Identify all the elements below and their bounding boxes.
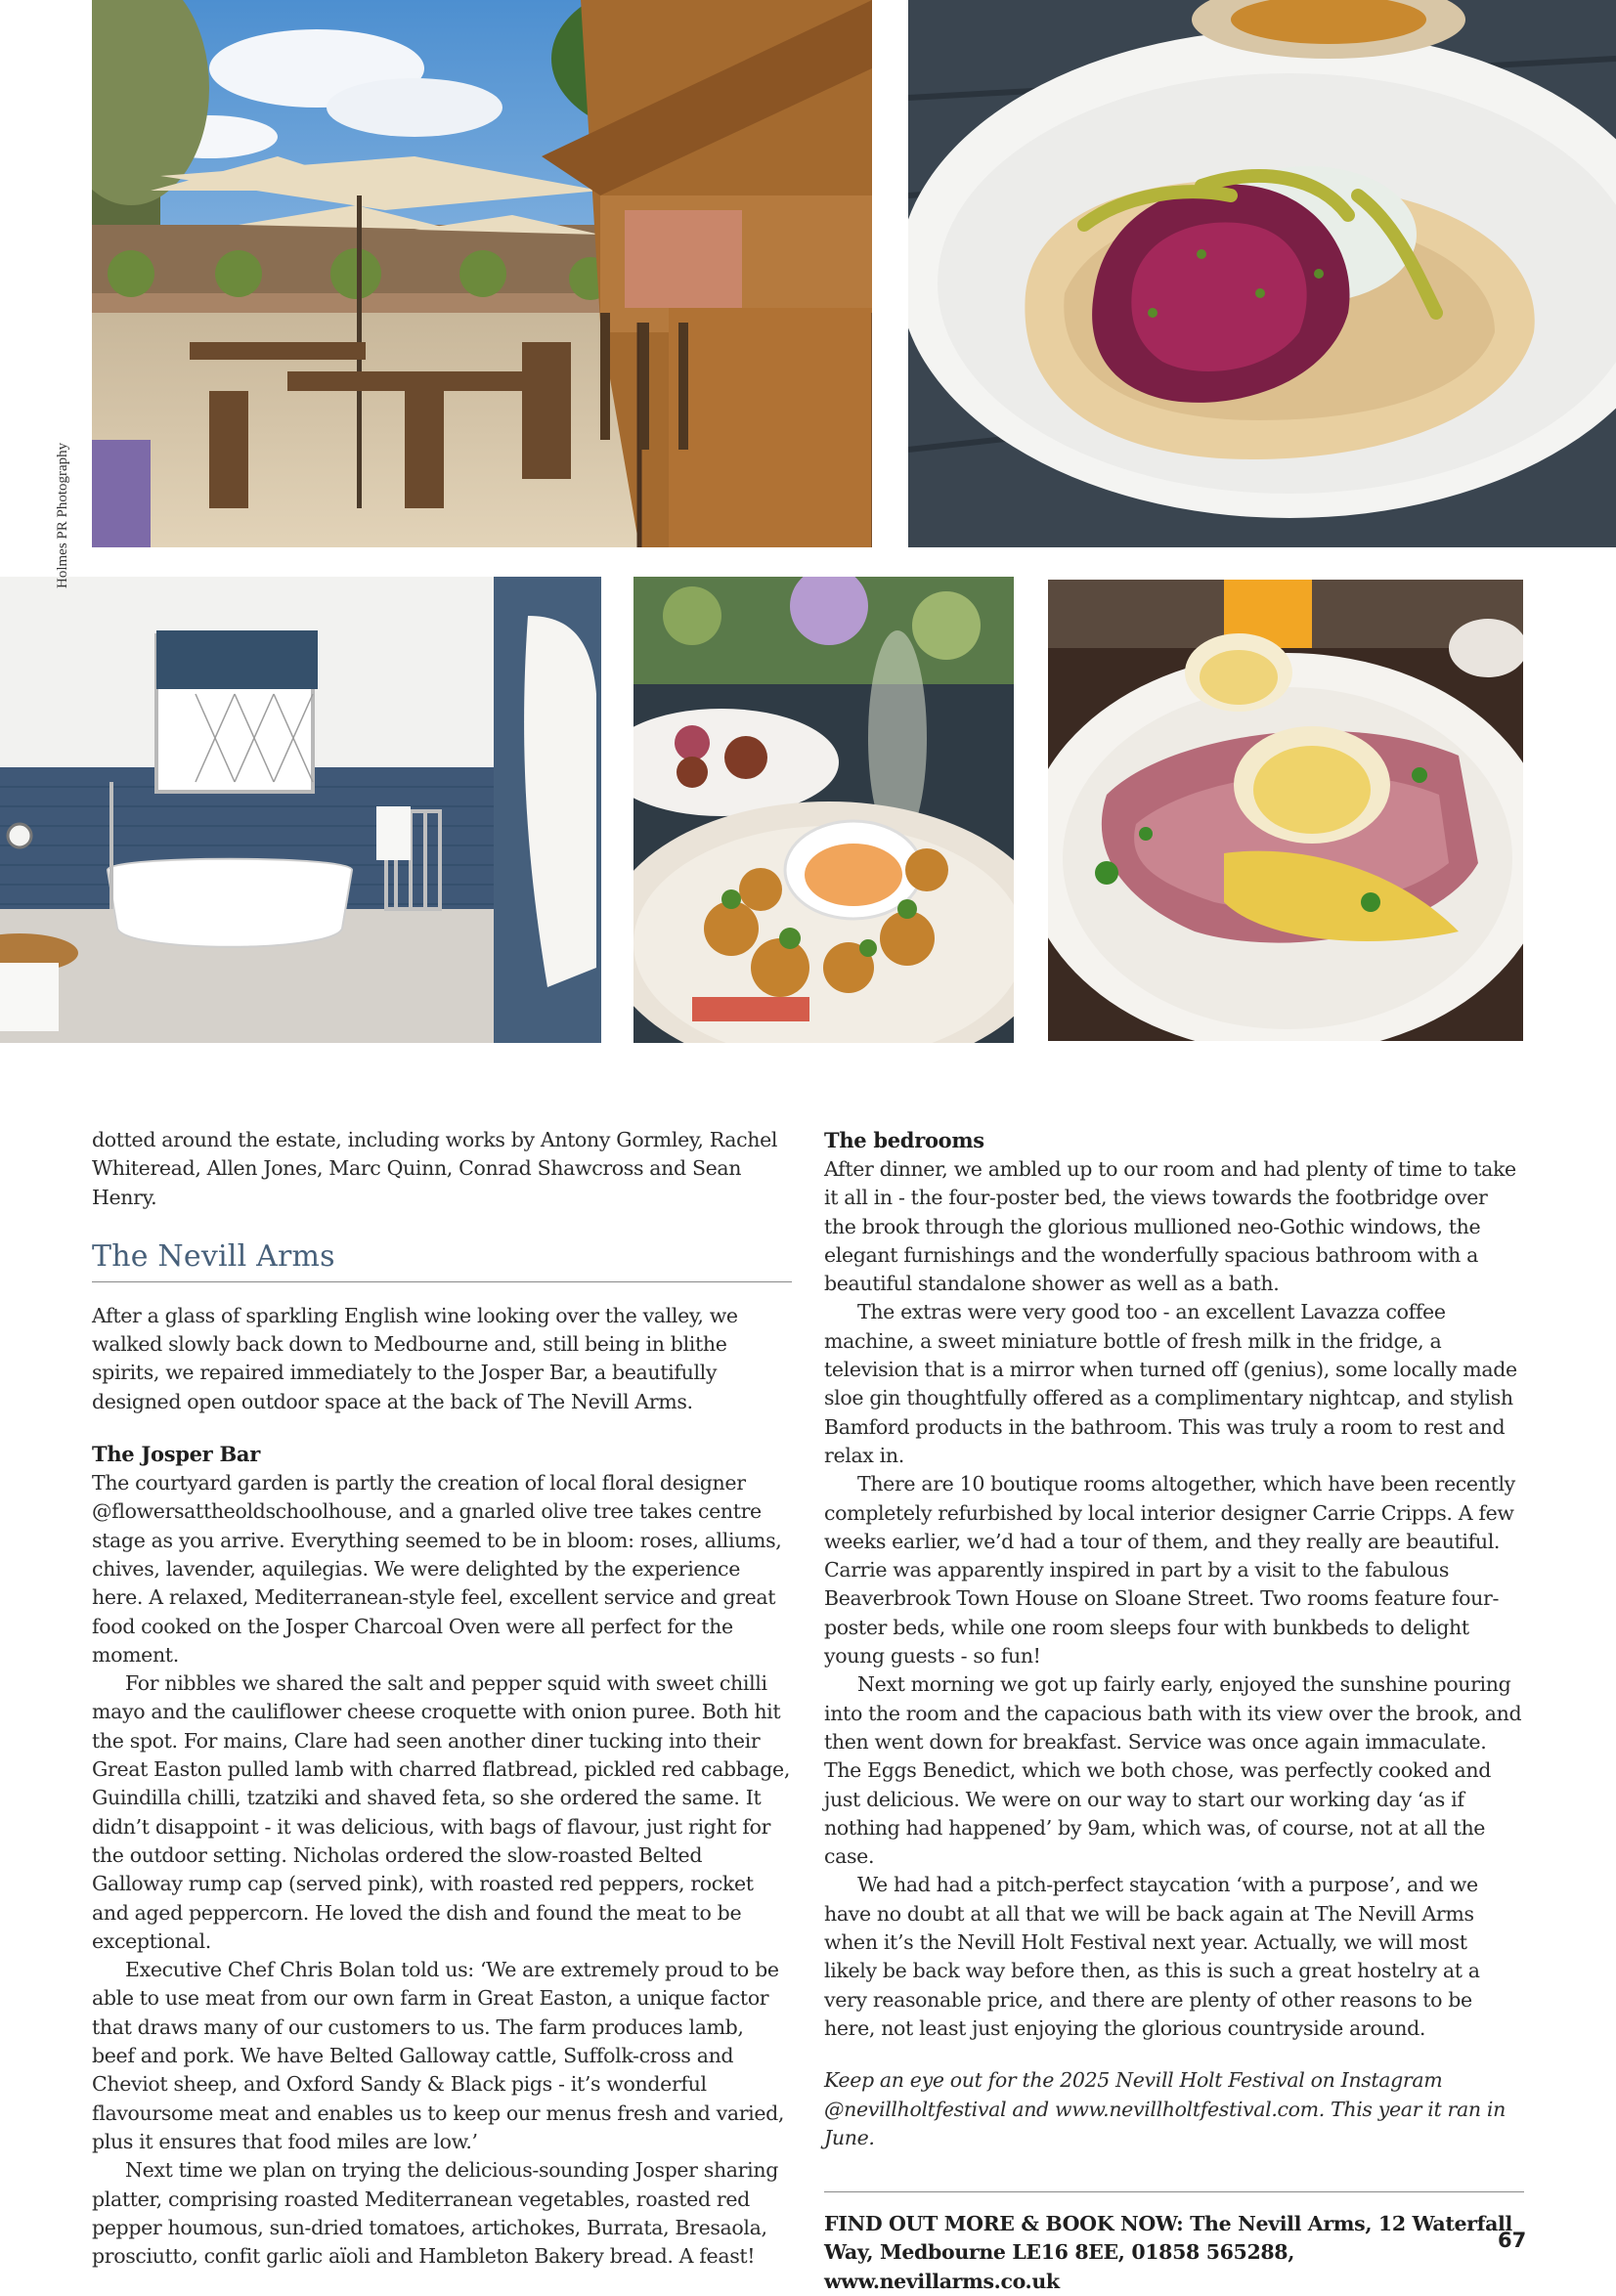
body-paragraph: Executive Chef Chris Bolan told us: ‘We are extremely proud to be able to use meat from our own farm in Great Easton, a unique factor that draws many of our customers to us. The farm produces lamb, beef and pork. We have Belted Galloway cattle, Suffolk-cross and Cheviot sheep, and Oxford Sandy & Black pigs - it’s wonderful flavoursome meat and enables us to keep our menus fresh and varied, plus it ensures that food miles are low.’ xyxy=(92,1958,785,2153)
nibbles-photo xyxy=(633,577,1014,1043)
bedrooms-subheading: The bedrooms xyxy=(824,1128,984,1152)
body-paragraph: The extras were very good too - an excellent Lavazza coffee machine, a sweet miniature bottle of fresh milk in the fridge, a television that is a mirror when turned off (genius), some locally made sloe gin thoughtfully offered as a complimentary nightcap, and stylish Bamford products in the bathroom. This was truly a room to rest and relax in. xyxy=(824,1300,1517,1467)
josper-bar-subheading: The Josper Bar xyxy=(92,1442,260,1467)
body-paragraph: Next time we plan on trying the delicious-sounding Josper sharing platter, comprising roasted Mediterranean vegetables, roasted red pepper houmous, sun-dried tomatoes, artichokes, Burrata, Bresaola, prosciutto, confit garlic aïoli and Hambleton Bakery bread. A feast! xyxy=(92,2158,778,2269)
festival-note: Keep an eye out for the 2025 Nevill Holt Festival on Instagram @nevillholtfestival and www.nevillholtfestival.com. This year it ran in June. xyxy=(824,2068,1506,2149)
intro-paragraph: dotted around the estate, including works by Antony Gormley, Rachel Whiteread, Allen Jones, Marc Quinn, Conrad Shawcross and Sean Henry. xyxy=(92,1128,778,1209)
right-column xyxy=(824,1126,1527,2296)
body-paragraph: For nibbles we shared the salt and pepper squid with sweet chilli mayo and the cauliflower cheese croquette with onion puree. Both hit the spot. For mains, Clare had seen another diner tucking into their Great Easton pulled lamb with charred flatbread, pickled red cabbage, Guindilla chilli, tzatziki and shaved feta, so she ordered the same. It didn’t disappoint - it was delicious, with bags of flavour, just right for the outdoor setting. Nicholas ordered the slow-roasted Belted Galloway rump cap (served pink), with roasted red peppers, rocket and aged peppercorn. He loved the dish and found the meat to be exceptional. xyxy=(92,1671,791,1953)
pulled-lamb-flatbread-photo xyxy=(908,0,1616,547)
left-column xyxy=(92,1126,792,2271)
page-number: 67 xyxy=(1498,2229,1527,2252)
courtyard-terrace-photo xyxy=(92,0,872,547)
eggs-benedict-photo xyxy=(1048,580,1523,1041)
body-paragraph: We had had a pitch-perfect staycation ‘with a purpose’, and we have no doubt at all that we will be back again at The Nevill Arms when it’s the Nevill Holt Festival next year. Actually, we will most likely be back way before then, as this is such a great hostelry at a very reasonable price, and there are plenty of other reasons to be here, not least just enjoying the glorious countryside around. xyxy=(824,1873,1480,2040)
section-intro-paragraph: After a glass of sparkling English wine looking over the valley, we walked slowly back down to Medbourne and, still being in blithe spirits, we repaired immediately to the Josper Bar, a beautifully designed open outdoor space at the back of The Nevill Arms. xyxy=(92,1303,738,1413)
body-paragraph: After dinner, we ambled up to our room and had plenty of time to take it all in - the four-poster bed, the views towards the footbridge over the brook through the glorious mullioned neo-Gothic windows, the elegant furnishings and the wonderfully spacious bathroom with a beautiful standalone shower as well as a bath. xyxy=(824,1157,1516,1296)
find-out-more: FIND OUT MORE & BOOK NOW: The Nevill Arms, 12 Waterfall Way, Medbourne LE16 8EE, 01858 565288, www.nevillarms.co.uk xyxy=(824,2212,1512,2293)
bathroom-photo xyxy=(0,577,601,1043)
section-title: The Nevill Arms xyxy=(92,1239,792,1282)
body-paragraph: There are 10 boutique rooms altogether, which have been recently completely refurbished by local interior designer Carrie Cripps. A few weeks earlier, we’d had a tour of them, and they really are beautiful. Carrie was apparently inspired in part by a visit to the fabulous Beaverbrook Town House on Sloane Street. Two rooms feature four-poster beds, while one room sleeps four with bunkbeds to delight young guests - so fun! xyxy=(824,1472,1515,1668)
photo-credit: Holmes PR Photography xyxy=(55,442,70,588)
divider xyxy=(824,2191,1524,2192)
body-paragraph: The courtyard garden is partly the creation of local floral designer @flowersattheoldschoolhouse, and a gnarled olive tree takes centre stage as you arrive. Everything seemed to be in bloom: roses, alliums, chives, lavender, aquilegias. We were delighted by the experience here. A relaxed, Mediterranean-style feel, excellent service and great food cooked on the Josper Charcoal Oven were all perfect for the moment. xyxy=(92,1471,782,1667)
body-paragraph: Next morning we got up fairly early, enjoyed the sunshine pouring into the room and the capacious bath with its view over the brook, and then went down for breakfast. Service was once again immaculate. The Eggs Benedict, which we both chose, was perfectly cooked and just delicious. We were on our way to start our working day ‘as if nothing had happened’ by 9am, which was, of course, not at all the case. xyxy=(824,1672,1522,1869)
